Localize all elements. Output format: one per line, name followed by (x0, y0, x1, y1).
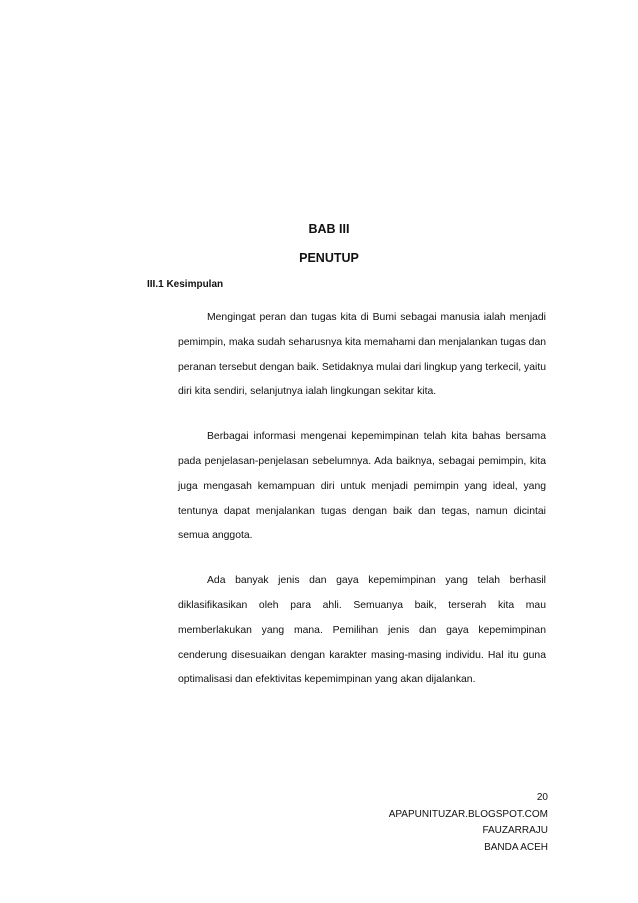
footer-location: BANDA ACEH (484, 841, 548, 853)
footer-website: APAPUNITUZAR.BLOGSPOT.COM (388, 808, 548, 820)
page-number: 20 (536, 792, 548, 803)
page-footer (389, 790, 548, 856)
footer-author: FAUZARRAJU (482, 825, 548, 836)
chapter-number: BAB III (308, 222, 350, 236)
section-heading: III.1 Kesimpulan (147, 279, 224, 290)
paragraph: Berbagai informasi mengenai kepemimpinan telah kita bahas bersama pada penjelasan-penjelasan sebelumnya. Ada baiknya, sebagai pemimpin, kita juga mengasah kemampuan diri untuk menjadi pemimpin yang ideal, yang tentunya dapat menjalankan tugas dengan baik dan tegas, namun dicintai semua anggota. (178, 431, 546, 542)
paragraph: Ada banyak jenis dan gaya kepemimpinan yang telah berhasil diklasifikasikan oleh para ahli. Semuanya baik, terserah kita mau memberlakukan yang mana. Pemilihan jenis dan gaya kepemimpinan cenderung disesuaikan dengan karakter masing-masing individu. Hal itu guna optimalisasi dan efektivitas kepemimpinan yang akan dijalankan. (178, 575, 546, 686)
paragraph: Mengingat peran dan tugas kita di Bumi sebagai manusia ialah menjadi pemimpin, maka sudah seharusnya kita memahami dan menjalankan tugas dan peranan tersebut dengan baik. Setidaknya mulai dari lingkup yang terkecil, yaitu diri kita sendiri, selanjutnya ialah lingkungan sekitar kita. (178, 312, 546, 398)
body-text (178, 306, 546, 713)
chapter-title: PENUTUP (299, 251, 359, 265)
